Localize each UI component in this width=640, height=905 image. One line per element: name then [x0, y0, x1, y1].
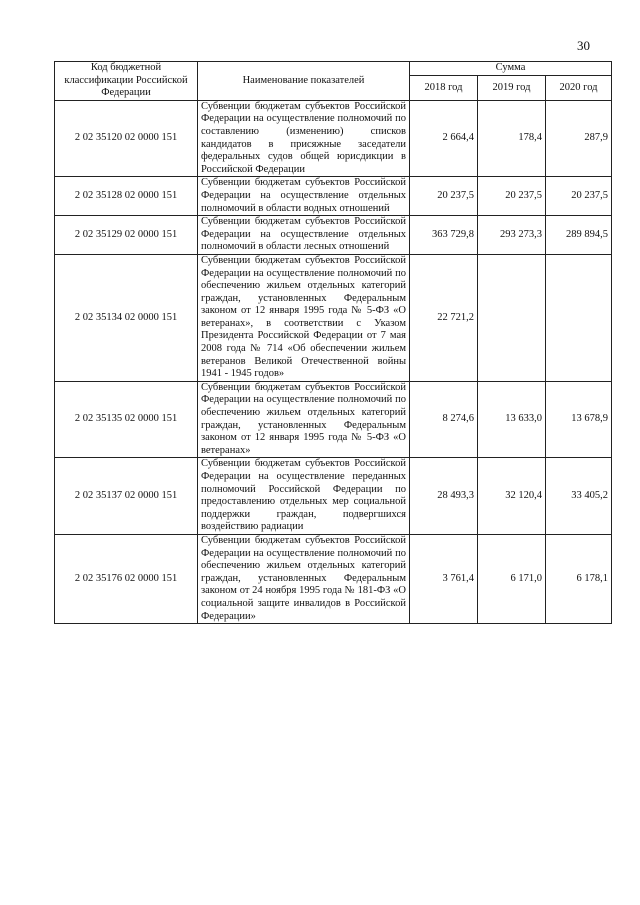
amount-2020: 33 405,2: [546, 458, 612, 535]
amount-2019: [478, 254, 546, 381]
amount-2020: 13 678,9: [546, 381, 612, 458]
amount-2018: 363 729,8: [410, 216, 478, 255]
indicator-name: Субвенции бюджетам субъектов Российской Федерации на осуществление отдельных полномочий в области лесных отношений: [198, 216, 410, 255]
amount-2019: 32 120,4: [478, 458, 546, 535]
budget-code: 2 02 35135 02 0000 151: [55, 381, 198, 458]
header-name: Наименование показателей: [198, 62, 410, 101]
amount-2019: 6 171,0: [478, 534, 546, 623]
amount-2018: 2 664,4: [410, 100, 478, 177]
amount-2019: 293 273,3: [478, 216, 546, 255]
amount-2020: 6 178,1: [546, 534, 612, 623]
amount-2019: 20 237,5: [478, 177, 546, 216]
budget-code: 2 02 35134 02 0000 151: [55, 254, 198, 381]
table-row: [55, 177, 612, 216]
table-row: [55, 254, 612, 381]
indicator-name: Субвенции бюджетам субъектов Российской Федерации на осуществление полномочий по обеспечению жильем отдельных категорий граждан, установленных Федеральным законом от 12 января 1995 года № 5-ФЗ «О ветеранах»: [198, 381, 410, 458]
indicator-name: Субвенции бюджетам субъектов Российской Федерации на осуществление полномочий по обеспечению жильем отдельных категорий граждан, установленных Федеральным законом от 24 ноября 1995 года № 181-ФЗ «О социальной защите инвалидов в Российской Федерации»: [198, 534, 410, 623]
amount-2020: 287,9: [546, 100, 612, 177]
indicator-name: Субвенции бюджетам субъектов Российской Федерации на осуществление полномочий по обеспечению жильем отдельных категорий граждан, установленных Федеральным законом от 12 января 1995 года № 5-ФЗ «О ветеранах», в соответствии с Указом Президента Российской Федерации от 7 мая 2008 года № 714 «Об обеспечении жильем ветеранов Великой Отечественной войны 1941 - 1945 годов»: [198, 254, 410, 381]
table-row: [55, 100, 612, 177]
table-row: [55, 381, 612, 458]
page-number: 30: [577, 38, 590, 53]
amount-2019: 13 633,0: [478, 381, 546, 458]
amount-2020: [546, 254, 612, 381]
table-row: [55, 534, 612, 623]
amount-2018: 20 237,5: [410, 177, 478, 216]
budget-code: 2 02 35128 02 0000 151: [55, 177, 198, 216]
header-code: Код бюджетной классификации Российской Федерации: [55, 62, 198, 101]
amount-2020: 289 894,5: [546, 216, 612, 255]
budget-table: [54, 61, 612, 624]
amount-2018: 22 721,2: [410, 254, 478, 381]
budget-code: 2 02 35137 02 0000 151: [55, 458, 198, 535]
amount-2018: 28 493,3: [410, 458, 478, 535]
header-sum: Сумма: [410, 62, 612, 76]
header-year-2020: 2020 год: [546, 76, 612, 101]
amount-2018: 3 761,4: [410, 534, 478, 623]
indicator-name: Субвенции бюджетам субъектов Российской Федерации на осуществление переданных полномочий Российской Федерации по предоставлению отдельных мер социальной поддержки граждан, подвергшихся воздействию радиации: [198, 458, 410, 535]
budget-code: 2 02 35176 02 0000 151: [55, 534, 198, 623]
amount-2020: 20 237,5: [546, 177, 612, 216]
amount-2019: 178,4: [478, 100, 546, 177]
budget-code: 2 02 35129 02 0000 151: [55, 216, 198, 255]
table-row: [55, 458, 612, 535]
budget-code: 2 02 35120 02 0000 151: [55, 100, 198, 177]
amount-2018: 8 274,6: [410, 381, 478, 458]
header-year-2019: 2019 год: [478, 76, 546, 101]
indicator-name: Субвенции бюджетам субъектов Российской Федерации на осуществление полномочий по составлению (изменению) списков кандидатов в присяжные заседатели федеральных судов общей юрисдикции в Российской Федерации: [198, 100, 410, 177]
indicator-name: Субвенции бюджетам субъектов Российской Федерации на осуществление отдельных полномочий в области водных отношений: [198, 177, 410, 216]
table-row: [55, 216, 612, 255]
header-year-2018: 2018 год: [410, 76, 478, 101]
